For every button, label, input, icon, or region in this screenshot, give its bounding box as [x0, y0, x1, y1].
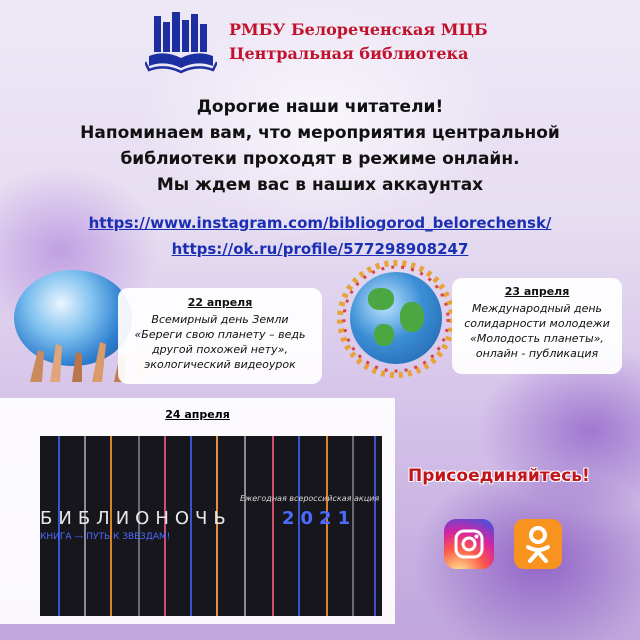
- event-line: «Молодость планеты»,: [470, 332, 604, 345]
- planet-globe-image: [350, 272, 442, 364]
- biblionight-poster: [40, 436, 382, 616]
- ok-link[interactable]: https://ok.ru/profile/577298908247: [171, 240, 469, 258]
- event-line: Международный день: [471, 302, 603, 315]
- odnoklassniki-icon[interactable]: [514, 519, 562, 569]
- intro-line: Мы ждем вас в наших аккаунтах: [156, 175, 484, 195]
- instagram-glyph-icon: [444, 519, 494, 569]
- join-call-to-action: Присоединяйтесь!: [408, 466, 590, 486]
- org-line-1: РМБУ Белореченская МЦБ: [229, 20, 488, 39]
- event-line: солидарности молодежи: [464, 317, 610, 330]
- poster-stripe: [244, 436, 246, 616]
- intro-line: библиотеки проходят в режиме онлайн.: [120, 149, 520, 169]
- event-line: онлайн - публикация: [475, 347, 599, 360]
- poster-stripe: [272, 436, 274, 616]
- event-line: Всемирный день Земли: [151, 313, 289, 326]
- instagram-icon[interactable]: [444, 519, 494, 569]
- instagram-link[interactable]: https://www.instagram.com/bibliogorod_belorechensk/: [88, 214, 552, 232]
- globe-land: [374, 324, 394, 346]
- event-line: другой похожей нету»,: [152, 343, 288, 356]
- poster-year: 2021: [282, 508, 357, 529]
- poster-stripe: [374, 436, 376, 616]
- intro-message: [0, 94, 640, 198]
- event-date: 24 апреля: [165, 408, 230, 421]
- poster-title: БИБЛИОНОЧЬ: [40, 508, 232, 529]
- poster-slogan: КНИГА — ПУТЬ К ЗВЕЗДАМ!: [40, 532, 171, 542]
- event-line: «Береги свою планету – ведь: [134, 328, 306, 341]
- event-card-earth-day: [118, 288, 322, 384]
- poster-subtitle: Ежегодная всероссийская акция: [240, 494, 380, 503]
- org-line-2: Центральная библиотека: [229, 44, 469, 63]
- globe-land: [400, 302, 424, 332]
- intro-line: Дорогие наши читатели!: [196, 97, 444, 117]
- intro-line: Напоминаем вам, что мероприятия центральной: [80, 123, 560, 143]
- event-line: экологический видеоурок: [144, 358, 296, 371]
- account-links: [0, 210, 640, 262]
- odnoklassniki-glyph-icon: [514, 519, 562, 569]
- globe-land: [368, 288, 394, 310]
- event-card-youth-day: [452, 278, 622, 374]
- organization-name: [229, 18, 488, 66]
- event-date: 22 апреля: [187, 296, 253, 309]
- library-logo-icon: [145, 10, 217, 76]
- event-date: 23 апреля: [504, 285, 570, 298]
